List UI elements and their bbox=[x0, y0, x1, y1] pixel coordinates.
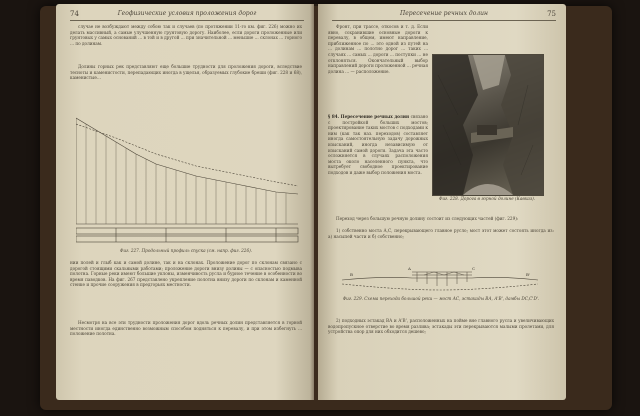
left-paragraph-3: нии полей и глыб как и самой долине, так и на склонах. Проложение дорог по склонам связано с дорогой стоящими скальными работами; проложение дороги внизу долины — с опасностью подмыва полотна. Горные реки имеют большие уклоны, изменчивость русла и бурное течение в особенности во время паводков. На фиг. 267 представлено укрепление полотна внизу дороги по склонам и каменной стенке и прочие сооружения в предгорьях местности. bbox=[70, 260, 302, 288]
right-paragraph-3: Переход через большую речную долину состоит из следующих частей (фиг. 229): bbox=[336, 216, 519, 221]
figure-227-profile-diagram bbox=[76, 114, 314, 246]
right-page-number: 75 bbox=[547, 10, 556, 18]
section-body: связано с постройкой больших мостов; проектирование таких мостов с подходами к ним (как так наз. переходов) составляет иногда самостоятельную задачу дорожных изысканий, иногда независимую от изысканий самой дороги. Задача эта часто осложняется в случаях расположения моста около населенного пункта, что вытребует свободное проектирование подходов и даже выбор положения моста. bbox=[328, 114, 428, 175]
fig229-label-a: A bbox=[408, 266, 411, 271]
figure-228-caption: Фиг. 228. Дорога в горной долине (Кавказ). bbox=[438, 196, 536, 201]
figure-229-bridge-diagram bbox=[342, 256, 538, 292]
left-running-title: Геофизические условия проложения дорог bbox=[117, 10, 257, 17]
section-number: § 84. bbox=[328, 114, 340, 119]
section-title: Пересечение речных долин bbox=[340, 114, 410, 119]
left-paragraph-1: случае не возбуждают между собою так и случаев (по протяжении 11-го км. фиг. 226) можно их делать массивный, а самые улучшенную грунтовую дорогу. Наиболее, если дороги проложенные или грунтовых у самых оснований ... в той и в другой ... при значительной ... меньшие ... склонах ... горного ... по долинам. bbox=[70, 24, 302, 46]
fig229-label-b-prime: B' bbox=[526, 272, 531, 277]
fig229-label-b: B bbox=[350, 272, 353, 277]
fig229-label-c: C bbox=[472, 266, 476, 271]
figure-228-photo bbox=[432, 54, 544, 196]
right-running-title: Пересечение речных долин bbox=[400, 10, 488, 17]
left-page-number: 74 bbox=[70, 10, 79, 18]
right-list-item-1: 1) собственно моста А,С, перекрывающего главное русло; мост этот может состоять иногда из: а) насыпей части и б) собственно; bbox=[328, 228, 554, 239]
left-paragraph-4: Несмотря на все эти трудности проложения дорог вдоль речных долин представляется в горной местности иногда единственно возможным способом подняться к перевалу, и при этом избегнуть ... положение полотна. bbox=[70, 320, 302, 337]
right-list-item-2: 2) подходных эстакад ВА и А'В', расположенных на пойме вне главного русла и увеличивающих водопропускное отверстие во время разлива; эстакады эти перекрываются малыми пролетами, для устройства опор для них обходится дешево; bbox=[328, 318, 554, 335]
right-paragraph-1: Фронт, при трассе, откосов и т. д. Если явно, сохранившие основные дороги к перевалу, в общем, имеют направление, приближенное по ... это одной из путей на ... долинам ... полотно дорог ... таких ... случаях ... самых ... дороги ... поступки ... не отклоняться. Окончательный выбор направлений дороги проложенной ... речная долина ... — расположение. bbox=[328, 24, 428, 74]
left-page bbox=[56, 4, 314, 400]
left-page-header bbox=[70, 10, 304, 21]
figure-227-caption: Фиг. 227. Продольный профиль спуска (см. напр. фиг. 226). bbox=[119, 248, 253, 253]
left-paragraph-2: Долины горных рек представляют еще большие трудности для проложения дороги, вследствие тесноты и каменистости, перепадающих иногда в ущелья, образуемых глубокие бреши (фиг. 228 и 68), каменистые... bbox=[70, 64, 302, 81]
right-page bbox=[318, 4, 566, 400]
section-84-text bbox=[328, 114, 428, 210]
figure-229-caption: Фиг. 229. Схема перехода большой реки — мост АС, эстакады ВА, А'В', дамбы DC,C'D'. bbox=[342, 296, 540, 301]
right-page-header bbox=[332, 10, 556, 21]
